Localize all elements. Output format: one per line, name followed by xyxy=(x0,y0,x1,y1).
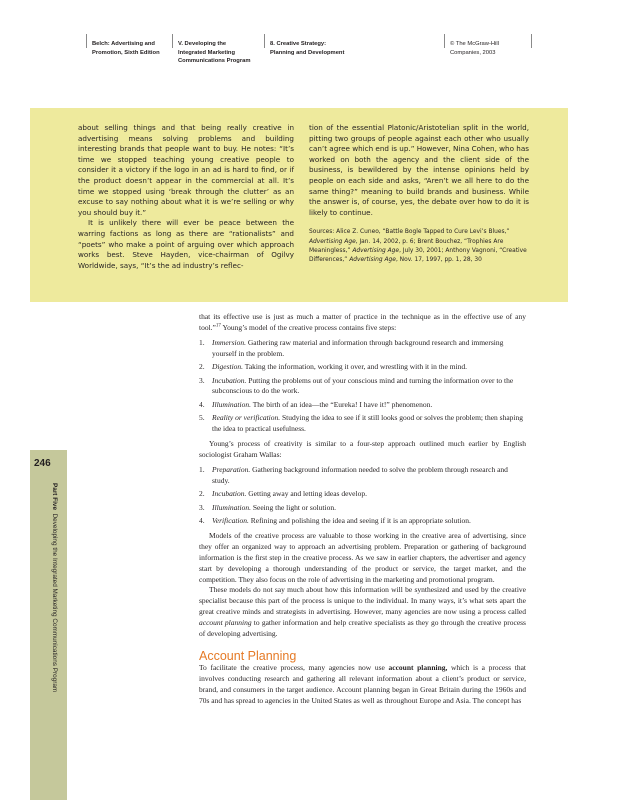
wallas-steps-list xyxy=(199,465,526,527)
list-term: Immersion. xyxy=(212,337,246,347)
source-text: , July 30, 2001; Anthony Vagnoni, “Creative Differences,” xyxy=(309,247,527,264)
text-run: To facilitate the creative process, many agencies now use xyxy=(199,662,389,672)
list-text: Putting the problems out of your conscious mind and turning the information over to the subconscious to do the work. xyxy=(212,375,514,396)
source-text: , Jan. 14, 2002, p. 6; Brent Bouchez, “Trophies Are Meaningless,” xyxy=(309,238,504,254)
list-number: 3. xyxy=(199,502,205,512)
list-number: 3. xyxy=(199,375,205,385)
source-text: , Nov. 17, 1997, pp. 1, 28, 30 xyxy=(395,257,482,264)
list-term: Illumination. xyxy=(212,502,251,512)
source-journal: Advertising Age xyxy=(349,257,396,264)
header-book-title xyxy=(92,40,160,57)
list-item xyxy=(199,503,526,514)
key-term: account planning, xyxy=(388,662,448,672)
list-term: Reality or verification. xyxy=(212,413,281,423)
text-run: which is a process that involves conducting research and gathering all relevant information about a client’s product or service, brand, and consumers in the target audience. Account planning began in Great Britain during the 1960s and 70s and has spread to agencies in the United States as well as throughout Europe and Asia. The concept has xyxy=(199,662,526,705)
intro-paragraph xyxy=(199,312,526,334)
header-line: Promotion, Sixth Edition xyxy=(92,49,160,56)
account-planning-paragraph xyxy=(199,663,526,707)
feature-box xyxy=(30,108,568,302)
list-item xyxy=(199,362,526,373)
young-steps-list xyxy=(199,338,526,435)
header-divider xyxy=(531,34,532,48)
list-item xyxy=(199,465,526,487)
list-term: Preparation. xyxy=(212,464,251,474)
feature-box-left-column xyxy=(78,123,294,271)
text-run: to gather information and help creative specialists as they go through the creative process of developing advertising. xyxy=(199,618,526,639)
part-side-tab xyxy=(30,450,67,800)
list-item xyxy=(199,413,526,435)
main-body xyxy=(199,312,526,707)
header-divider xyxy=(444,34,445,48)
models-paragraph: Models of the creative process are valuable to those working in the creative area of advertising, since they offer an organized way to approach an advertising problem. Preparation or gathering of background information is the first step in the creative process. As we saw in earlier chapters, the advertiser and agency start by developing a thorough understanding of the product or service, the target market, and the competition. They also focus on the role of advertising in the marketing and promotional program. xyxy=(199,530,526,584)
list-number: 1. xyxy=(199,337,205,347)
list-term: Verification. xyxy=(212,516,249,525)
feature-paragraph: about selling things and that being really creative in advertising means solving problems and building interesting brands that people want to buy. He notes: “It’s time we stopped teaching young creative people to consider it a victory if the logo in an ad is hard to find, or if the product doesn’t appear in the commercial at all. It’s time we stopped using ‘break through the clutter’ as an excuse to say nothing about what it is we’re selling or why you should buy it.” xyxy=(78,123,294,217)
list-term: Digestion. xyxy=(212,362,244,372)
feature-box-right-column xyxy=(309,123,529,266)
these-models-paragraph xyxy=(199,585,526,640)
text-run: Young’s model of the creative process contains five steps: xyxy=(220,322,397,332)
list-item xyxy=(199,376,526,398)
list-item xyxy=(199,516,526,527)
header-divider xyxy=(264,34,265,48)
text-run: that its effective use is just as much a matter of practice in the technique as in the effective use of any tool.” xyxy=(199,312,526,332)
list-text: Taking the information, working it over, and wrestling with it in the mind. xyxy=(243,362,468,372)
header-divider xyxy=(86,34,87,48)
header-line: Planning and Development xyxy=(270,49,345,56)
list-item xyxy=(199,400,526,411)
header-line: Belch: Advertising and xyxy=(92,41,155,47)
list-term: Incubation. xyxy=(212,489,247,499)
header-line: V. Developing the xyxy=(178,41,227,47)
list-text: Getting away and letting ideas develop. xyxy=(246,489,367,499)
feature-sources xyxy=(309,228,529,265)
wallas-paragraph: Young’s process of creativity is similar to a four-step approach outlined much earlier by English sociologist Graham Wallas: xyxy=(199,439,526,459)
header-part xyxy=(178,40,250,66)
list-number: 4. xyxy=(199,399,205,409)
list-number: 1. xyxy=(199,464,205,474)
list-text: The birth of an idea—the “Eureka! I have it!” phenomenon. xyxy=(250,399,433,409)
part-title: Developing the Integrated Marketing Communications Program xyxy=(51,513,58,693)
list-text: Gathering background information needed to solve the problem through research and study. xyxy=(212,464,508,485)
list-text: Refining and polishing the idea and seeing if it is an appropriate solution. xyxy=(248,516,471,525)
list-number: 2. xyxy=(199,362,205,372)
header-line: 8. Creative Strategy: xyxy=(270,41,327,47)
header-chapter xyxy=(270,40,344,57)
part-running-title xyxy=(51,483,58,692)
source-text: Alice Z. Cuneo, “Battle Bogle Tapped to Cure Levi’s Blues,” xyxy=(336,229,510,236)
running-header xyxy=(86,34,532,74)
key-term: account planning xyxy=(199,618,252,628)
feature-paragraph: It is unlikely there will ever be peace between the warring factions as long as there are “rationalists” and “poets” who make a point of arguing over which approach works best. Steve Hayden, vice-chairman of Ogilvy Worldwide, says, “It’s the ad industry’s reflec- xyxy=(78,218,294,270)
list-number: 2. xyxy=(199,489,205,499)
list-text: Gathering raw material and information through background research and immersing yourself in the problem. xyxy=(212,337,504,358)
header-line: Companies, 2003 xyxy=(450,49,496,56)
section-heading: Account Planning xyxy=(199,648,297,663)
page-number: 246 xyxy=(34,458,51,469)
header-divider xyxy=(172,34,173,48)
feature-paragraph: tion of the essential Platonic/Aristotelian split in the world, pitting two groups of people against each other who usually can’t agree which end is up.” However, Nina Cohen, who has worked on both the agency and the client side of the business, is bewildered by the intense opinions held by people on each side and asks, “Aren’t we all here to do the same thing?” meaning to build brands and business. While the answer is, of course, yes, the debate over how to do it is likely to continue. xyxy=(309,123,529,217)
list-text: Studying the idea to see if it still looks good or solves the problem; then shaping the idea to practical usefulness. xyxy=(212,413,523,434)
header-line: Communications Program xyxy=(178,58,251,64)
header-copyright xyxy=(450,40,499,57)
sources-label: Sources: xyxy=(309,229,335,236)
list-number: 5. xyxy=(199,413,205,423)
list-item xyxy=(199,489,526,500)
list-term: Incubation. xyxy=(212,375,247,385)
list-text: Seeing the light or solution. xyxy=(250,502,336,512)
footnote-ref: 17 xyxy=(215,323,221,329)
part-label: Part Five xyxy=(51,483,58,510)
header-line: © The McGraw-Hill xyxy=(450,41,499,47)
list-item xyxy=(199,338,526,360)
source-journal: Advertising Age xyxy=(352,247,400,254)
list-number: 4. xyxy=(199,516,205,525)
header-line: Integrated Marketing xyxy=(178,49,236,56)
list-term: Illumination. xyxy=(212,399,251,409)
source-journal: Advertising Age xyxy=(309,238,356,245)
text-run: These models do not say much about how this information will be synthesized and used by the creative specialist because this part of the process is unique to the individual. In many ways, it’s what sets apart the great creative minds and strategists in advertising. However, many agencies are now using a process called xyxy=(199,585,526,617)
